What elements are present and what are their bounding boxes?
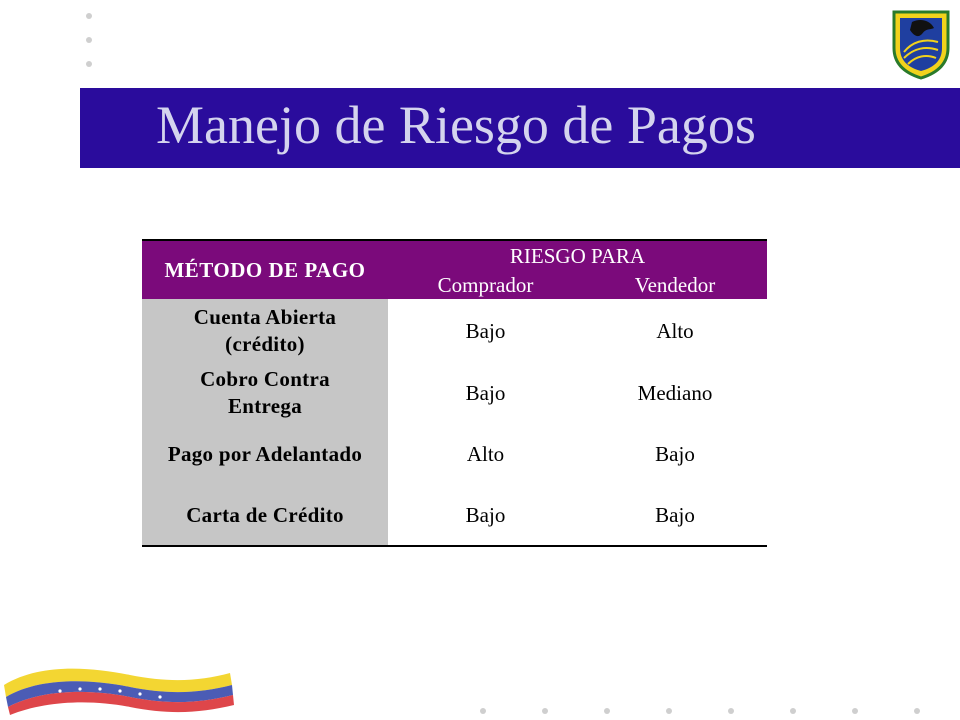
header-method: MÉTODO DE PAGO bbox=[142, 240, 388, 299]
method-line2: (crédito) bbox=[225, 332, 305, 356]
table-row bbox=[142, 423, 767, 485]
venezuela-flag-ribbon-icon bbox=[0, 655, 235, 715]
buyer-risk: Bajo bbox=[388, 363, 583, 423]
seller-risk: Alto bbox=[583, 299, 767, 363]
method-line1: Cuenta Abierta bbox=[193, 305, 337, 329]
payment-risk-table bbox=[142, 239, 767, 547]
method-cell: Carta de Crédito bbox=[142, 485, 388, 546]
table-row bbox=[142, 363, 767, 423]
method-cell: Pago por Adelantado bbox=[142, 423, 388, 485]
header-risk: RIESGO PARA bbox=[388, 240, 767, 271]
buyer-risk: Bajo bbox=[388, 299, 583, 363]
shield-emblem-icon bbox=[890, 8, 952, 80]
decorative-dots-horizontal bbox=[470, 705, 950, 717]
method-cell bbox=[142, 363, 388, 423]
table-row bbox=[142, 485, 767, 546]
seller-risk: Bajo bbox=[583, 423, 767, 485]
method-cell bbox=[142, 299, 388, 363]
buyer-risk: Alto bbox=[388, 423, 583, 485]
title-bar bbox=[80, 88, 960, 168]
header-buyer: Comprador bbox=[388, 271, 583, 299]
table-header-row bbox=[142, 240, 767, 271]
header-seller: Vendedor bbox=[583, 271, 767, 299]
seller-risk: Bajo bbox=[583, 485, 767, 546]
buyer-risk: Bajo bbox=[388, 485, 583, 546]
method-line2: Entrega bbox=[227, 394, 303, 418]
table-row bbox=[142, 299, 767, 363]
seller-risk: Mediano bbox=[583, 363, 767, 423]
decorative-dots-vertical bbox=[84, 10, 94, 70]
method-line1: Cobro Contra bbox=[200, 367, 330, 391]
slide-title: Manejo de Riesgo de Pagos bbox=[156, 95, 756, 155]
